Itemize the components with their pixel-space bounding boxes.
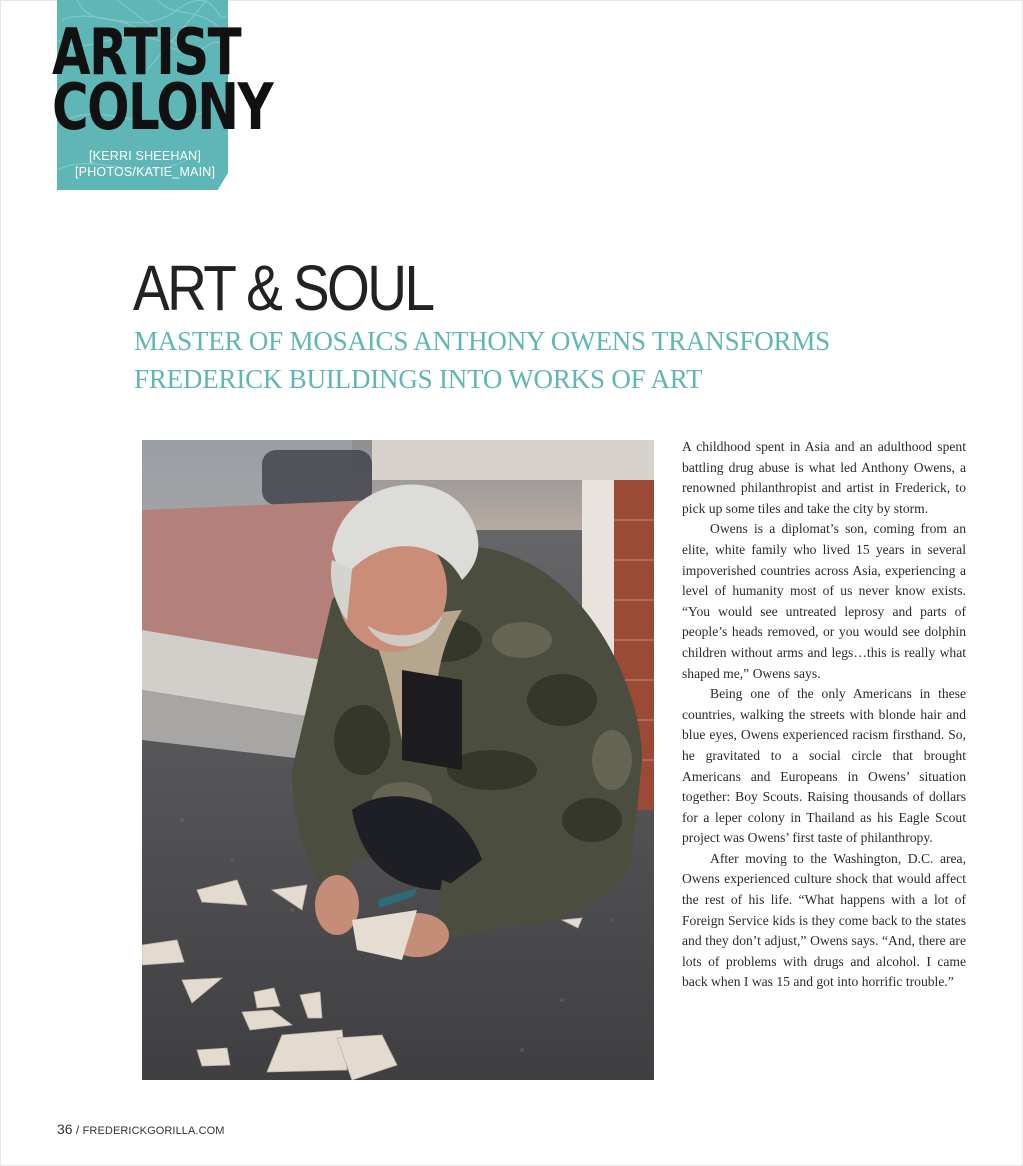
- page-footer: [57, 1121, 225, 1137]
- author-credit: [KERRI SHEEHAN]: [89, 149, 202, 163]
- article-body: [682, 437, 966, 993]
- body-paragraph-2: Owens is a diplomat’s son, coming from an elite, white family who lived 15 years in several impoverished countries across Asia, experiencing a level of humanity most of us never know exists. “You would see untreated leprosy and parts of people’s heads removed, or you would see dolphin children without arms and legs…this is really what shaped me,” Owens says.: [682, 521, 966, 681]
- article-photo: [142, 440, 654, 1080]
- footer-separator: /: [75, 1123, 80, 1137]
- body-paragraph-1: A childhood spent in Asia and an adulthood spent battling drug abuse is what led Anthony Owens, a renowned philanthropist and artist in Frederick, to pick up some tiles and take the city by storm.: [682, 439, 966, 516]
- photo-artist-laying-tiles: [142, 440, 654, 1080]
- footer-site-link[interactable]: FREDERICKGORILLA.COM: [82, 1125, 225, 1137]
- page-number: 36: [57, 1121, 73, 1137]
- section-title-line1: ARTIST: [52, 16, 241, 90]
- article-deck: MASTER OF MOSAICS ANTHONY OWENS TRANSFORMS FREDERICK BUILDINGS INTO WORKS OF ART: [134, 326, 830, 394]
- body-paragraph-3: Being one of the only Americans in these countries, walking the streets with blonde hair and blue eyes, Owens experienced racism firsthand. So, he gravitated to a social circle that brought Americans and Europeans in Owens’ situation together: Boy Scouts. Raising thousands of dollars for a leper colony in Thailand as his Eagle Scout project was Owens’ first taste of philanthropy.: [682, 686, 966, 846]
- body-paragraph-4: After moving to the Washington, D.C. area, Owens experienced culture shock that would affect the rest of his life. “What happens with a lot of Foreign Service kids is they come back to the states and they don’t adjust,” Owens says. “And, there are lots of problems with drugs and alcohol. I came back when I was 15 and got into horrific trouble.”: [682, 850, 966, 990]
- article-headline: ART & SOUL: [133, 252, 433, 324]
- section-title-line2: COLONY: [52, 71, 273, 146]
- photo-credit: [75, 148, 225, 180]
- photographer-credit: [PHOTOS/KATIE_MAIN]: [75, 165, 216, 179]
- section-title: [52, 16, 273, 146]
